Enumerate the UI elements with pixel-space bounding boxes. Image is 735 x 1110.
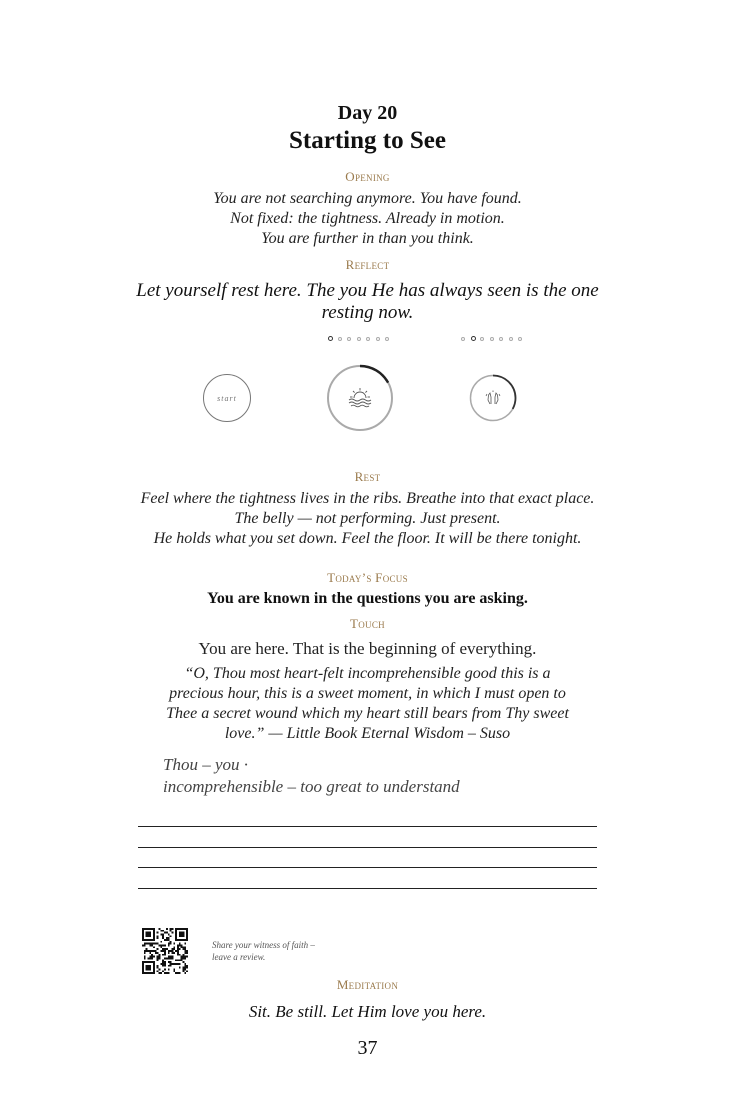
step-dot[interactable] <box>357 337 361 341</box>
section-label-opening: Opening <box>345 169 390 184</box>
review-line: Share your witness of faith – <box>212 940 315 950</box>
step-dot[interactable] <box>499 337 503 341</box>
glossary-line: incomprehensible – too great to understand <box>163 777 460 796</box>
step-dot[interactable] <box>518 337 522 341</box>
opening-text <box>0 189 735 249</box>
step-indicator-right <box>461 336 531 344</box>
rest-line: Feel where the tightness lives in the ribs. Breathe into that exact place. <box>140 490 595 507</box>
prayer-ring <box>469 374 517 422</box>
sunrise-waves-icon <box>349 388 371 407</box>
step-dot[interactable] <box>385 337 389 341</box>
glossary-line: Thou – you · <box>163 755 248 774</box>
section-label-rest: Rest <box>354 469 381 484</box>
step-indicator-left <box>328 336 398 344</box>
rest-text <box>110 489 625 549</box>
step-dot[interactable] <box>461 337 465 341</box>
start-button[interactable] <box>203 374 251 422</box>
day-heading: Day 20 <box>337 102 398 124</box>
step-dot[interactable] <box>328 336 333 341</box>
praying-hands-icon <box>486 391 500 405</box>
step-dot[interactable] <box>338 337 342 341</box>
timer-ring <box>326 364 394 432</box>
step-dot[interactable] <box>471 336 476 341</box>
rest-line: He holds what you set down. Feel the floor. It will be there tonight. <box>153 530 582 547</box>
section-label-focus: Today’s Focus <box>327 570 408 585</box>
page-title: Starting to See <box>289 127 446 154</box>
section-label-meditation: Meditation <box>336 977 399 992</box>
qr-code-icon[interactable] <box>142 928 188 974</box>
qr-code-graphic <box>142 928 188 974</box>
glossary <box>163 754 460 798</box>
opening-line: Not fixed: the tightness. Already in motion. <box>230 210 505 227</box>
opening-line: You are not searching anymore. You have found. <box>213 190 522 207</box>
focus-text: You are known in the questions you are asking. <box>207 590 528 607</box>
step-dot[interactable] <box>490 337 494 341</box>
step-dot[interactable] <box>376 337 380 341</box>
writing-line[interactable] <box>138 867 597 868</box>
meditation-timer-button[interactable] <box>326 364 394 432</box>
section-label-touch: Touch <box>350 616 385 631</box>
writing-line[interactable] <box>138 847 597 848</box>
opening-line: You are further in than you think. <box>261 230 474 247</box>
writing-line[interactable] <box>138 888 597 889</box>
page-number: 37 <box>357 1037 378 1059</box>
touch-line: You are here. That is the beginning of everything. <box>198 639 537 658</box>
step-dot[interactable] <box>509 337 513 341</box>
step-dot[interactable] <box>480 337 484 341</box>
writing-line[interactable] <box>138 826 597 827</box>
review-prompt <box>212 939 315 963</box>
section-label-reflect: Reflect <box>345 257 390 272</box>
review-line: leave a review. <box>212 952 266 962</box>
meditation-text: Sit. Be still. Let Him love you here. <box>248 1002 487 1021</box>
quote-text: “O, Thou most heart-felt incomprehensible good this is a precious hour, this is a sweet moment, in which I must open to Thee a secret wound which my heart still bears from Thy sweet love.” — Little Book Eternal Wisdom – Suso <box>166 665 569 742</box>
prayer-button[interactable] <box>469 374 517 422</box>
step-dot[interactable] <box>366 337 370 341</box>
start-label: start <box>217 393 237 403</box>
reflect-text: Let yourself rest here. The you He has always seen is the one resting now. <box>136 280 599 323</box>
step-dot[interactable] <box>347 337 351 341</box>
rest-line: The belly — not performing. Just present. <box>234 510 501 527</box>
